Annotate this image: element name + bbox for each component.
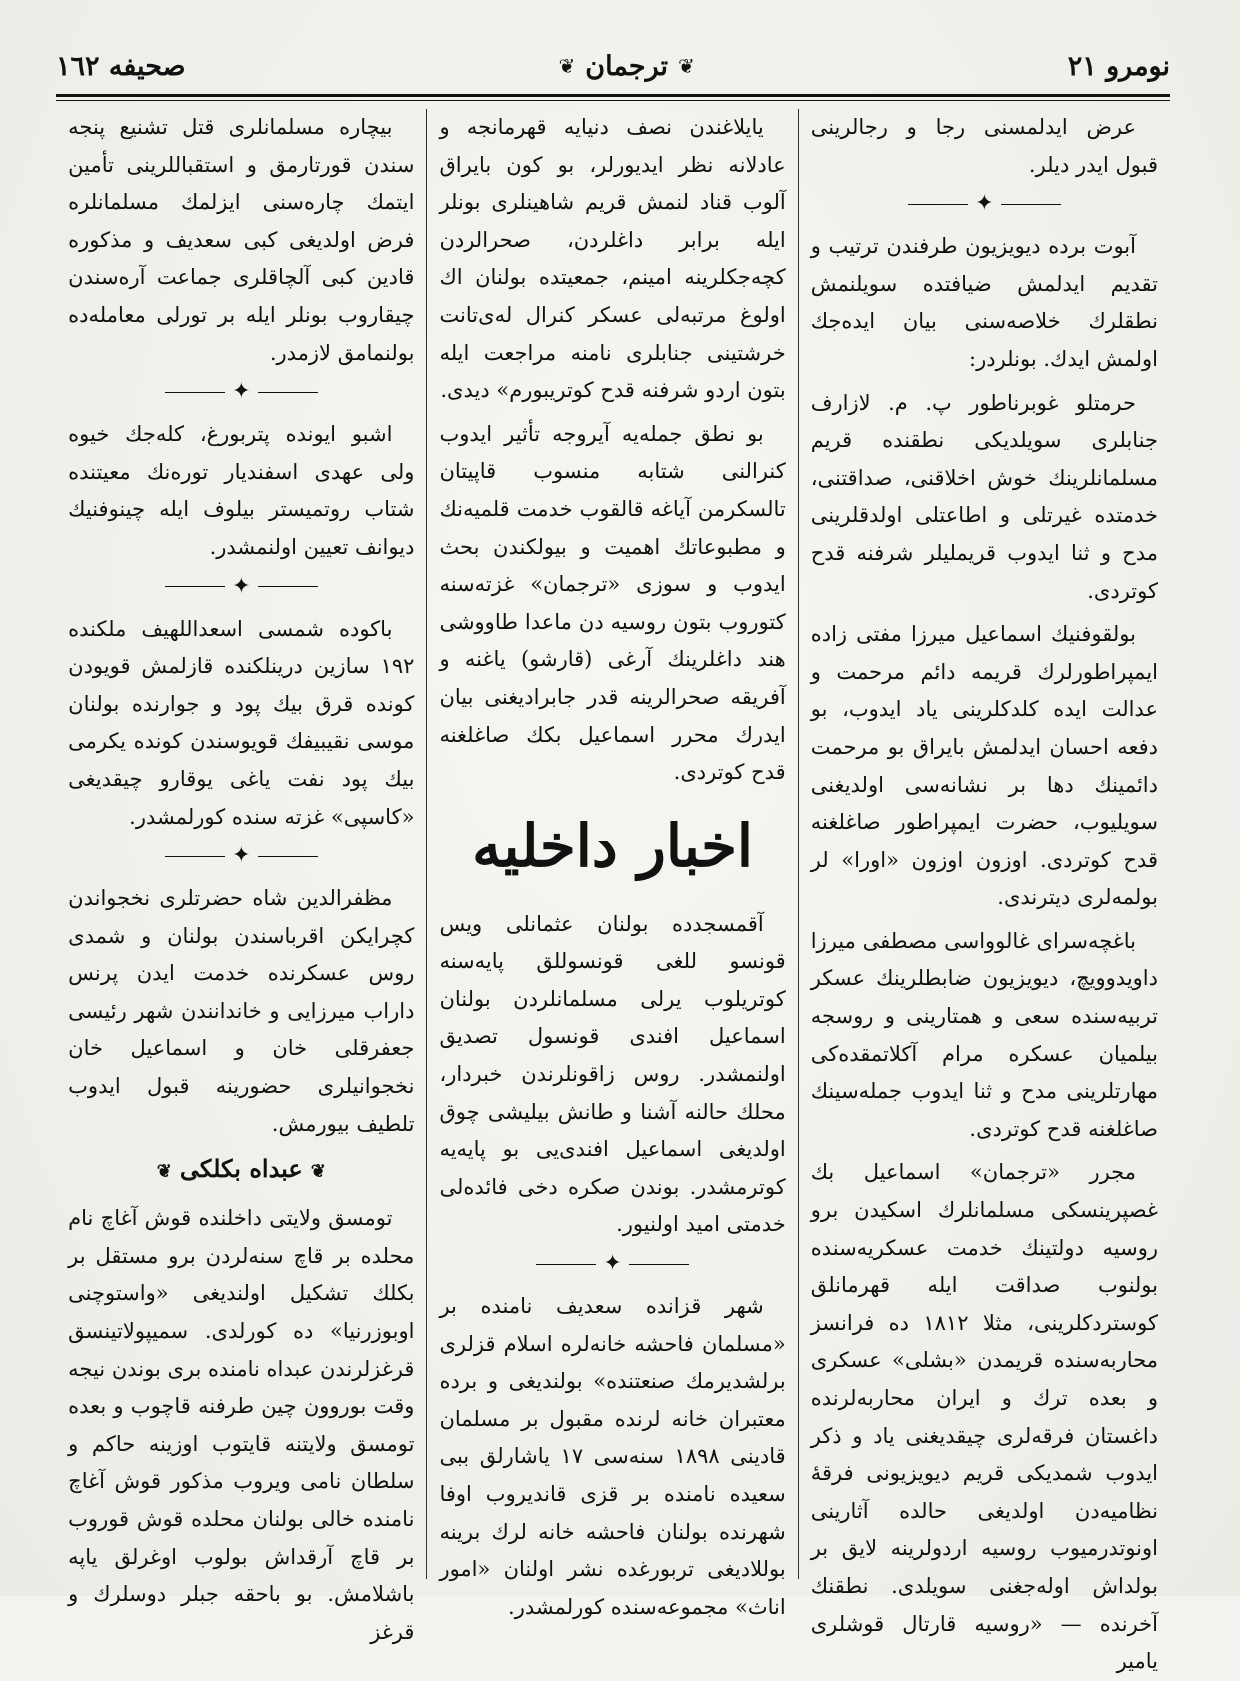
separator: ✦ [68, 573, 414, 601]
column-left [56, 109, 427, 1644]
paragraph: مظفرالدین شاه حضرتلری نخجواندن کچرایکن اقرباسندن بولنان و شمدی روس عسکرنده خدمت ایدن پرنس داراب میرزایی و خاندانندن شهر رئیسی جعفرقلی خان و اسماعیل خان نخجوانیلری حضورینه قبول ایدوب تلطیف بیورمش. [68, 886, 415, 1136]
section-title: اخبار داخلیه [472, 811, 754, 880]
separator: ✦ [68, 842, 414, 870]
paragraph: بولقوفنیك اسماعیل میرزا مفتی زاده ایمپراطورلرك قریمه دائم مرحمت و عدالت ایده کلدکلرینی یاد ایدوب، بو دفعه احسان ایدلمش بایراق بو مرحمت دائمینك دها بر نشانه‌سی اولدیغنی سویلیوب، حضرت ایمپراطور صاغلغنه قدح کوتردی. اوزون اوزون «اورا» لر بولمه‌لری دیترندی. [810, 622, 1158, 910]
column-right [799, 109, 1170, 1674]
separator: ✦ [68, 378, 414, 406]
paragraph: آبوت برده دیویزیون طرفندن ترتیب و تقدیم ایدلمش ضیافتده سویلنمش نطقلرك خلاصه‌سنی بیان ایده‌جك اولمش ایدك. بونلردر: [810, 234, 1158, 371]
page-number: صحیفه ۱٦۲ [56, 50, 186, 82]
masthead [558, 51, 694, 82]
ornament-icon: ❦ [156, 1161, 172, 1183]
subsection-title: ❦عبداه بکلکی❦ [156, 1154, 326, 1184]
column-middle [427, 109, 798, 1619]
columns [56, 109, 1170, 1674]
paragraph: مجرر «ترجمان» اسماعیل بك غصپرینسکی مسلمانلرك اسکیدن برو روسیه دولتینك خدمت عسکریه‌سنده بولنوب صداقت ایله قهرمانلق کوستردکلرینی، مثلا ۱۸۱۲ ده فرانسز محاربه‌سنده قریمدن «بشلی» عسکری و بعده ترك و ایران محاربه‌لرنده داغستان فرقه‌لری چیقدیغنی یاد و ذکر ایدوب شمدیکی قریم دیویزیونی فرقهٔ نظامیه‌دن اولدیغی حالده آثارینی اونوتدرمیوب روسیه اردولرینه لایق بر بولداش اوله‌جغنی سویلدی. نطقنك آخرنده — «روسیه قارتال قوشلری یامیر [810, 1160, 1158, 1674]
separator: ✦ [811, 190, 1158, 218]
paragraph: باکوده شمسی اسعداللهیف ملکنده ۱۹۲ سازین درینلکنده قازلمش قویودن کونده قرق بیك پود و جوارنده بولنان موسی نقیبیفك قویوسندن کونده یکرمی بیك پود نفت یاغی یوقارو چیقدیغی «کاسپی» غزته سنده کورلمشدر. [68, 616, 415, 829]
paragraph: آقمسجدده بولنان عثمانلی ویس قونسو للغی قونسوللق پایه‌سنه کوتریلوب یرلی مسلمانلردن بولنان اسماعیل افندی قونسول تصدیق اولنمشدر. روس زاقونلرندن خبردار، محلك حالنه آشنا و طانش بیلیشی چوق اولدیغی اسماعیل افندی‌یی بو پایه‌یه کوترمشدر. بوندن صکره دخی فائده‌لی خدمتی امید اولنیور. [439, 911, 786, 1237]
header-rule [56, 94, 1170, 101]
separator: ✦ [439, 1250, 785, 1278]
paragraph: عرض ایدلمسنی رجا و رجالرینی قبول ایدر دیلر. [810, 115, 1158, 177]
paragraph: بو نطق جمله‌یه آیروجه تأثیر ایدوب کنرالنی شتابه منسوب قاپیتان تالسکرمن آیاغه قالقوب خدمت قلمیه‌نك و مطبوعاتك اهمیت و بیولکندن بحث ایدوب و سوزی «ترجمان» غزته‌سنه کتوروب بتون روسیه دن ماعدا طاووشی هند داغلرینك آرغی (قارشو) یاغنه و آفریقه صحرالرینه قدر جابرادیغنی بیان ایدرك محرر اسماعیل بکك صاغلغنه قدح کوتردی. [439, 421, 786, 785]
paragraph: بیچاره مسلمانلری قتل تشنیع پنجه سندن قورتارمق و استقباللرینی تأمین ایتمك چاره‌سنی ایزلمك مسلمانلره فرض اولدیغی کبی سعدیف و مذکوره قادین کبی آلچاقلری جماعت آره‌سندن چیقاروب بونلر ایله بر تورلی معامله‌ده بولنمامق لازمدر. [68, 115, 415, 365]
paragraph: اشبو ایونده پتربورغ، کله‌جك خیوه ولی عهدی اسفندیار توره‌نك معیتنده شتاب روتمیستر بیلوف ایله چینوفنیك دیوانف تعیین اولنمشدر. [68, 422, 415, 559]
issue-number: نومرو ۲۱ [1067, 50, 1170, 82]
page-header [56, 44, 1170, 88]
ornament-icon: ❦ [558, 54, 576, 78]
paragraph: شهر قزانده سعدیف نامنده بر «مسلمان فاحشه خانه‌لره اسلام قزلری برلشدیرمك صنعتنده» بولندیغی و برده معتبران خانه لرنده مقبول بر مسلمان قادینی ۱۸۹۸ سنه‌سی ۱۷ یاشارلق ببی سعیده نامنده بر قزی قاندیروب اوفا شهرنده بولنان فاحشه خانه لرك برینه بوللادیغی تربورغده نشر اولنان «امور اناث» مجموعه‌سنده کورلمشدر. [439, 1294, 786, 1619]
paragraph: تومسق ولایتی داخلنده قوش آغاچ نام محلده بر قاچ سنه‌لردن برو مستقل بر بکلك تشکیل اولندیغی «واستوچنی اوبوزرنیا» ده کورلدی. سمیپولاتینسق قرغزلرندن عبداه نامنده بری بوندن نیجه وقت بوروون چین طرفنه قاچوب و بعده تومسق ولایتنه قایتوب اوزینه حاکم و سلطان نامی ویروب مذکور قوش آغاچ نامنده خالی بولنان محلده قوش قوروب بر قاچ آرقداش بولوب اوغرلق یاپه باشلامش. بو باحقه جبلر دوسلرك و قرغز [68, 1206, 415, 1644]
paragraph: حرمتلو غوبرناطور پ. م. لازارف جنابلری سویلدیکی نطقنده قریم مسلمانلرینك خوش اخلاقنی، صداقتنی، خدمتده غیرتلی و اطاعتلی اولدقلرینی مدح و ثنا ایدوب قریملیلر شرفنه قدح کوتردی. [810, 390, 1158, 603]
ornament-icon: ❦ [310, 1161, 326, 1183]
paragraph: باغچه‌سرای غالوواسی مصطفی میرزا داویدوویچ، دیویزیون ضابطلرینك عسکر تربیه‌سنده سعی و همتارینی و روسجه بیلمیان عسکره مرام آکلاتمقده‌کی مهارتلرینی مدح و ثنا ایدوب جمله‌سینك صاغلغنه قدح کوتردی. [810, 928, 1158, 1141]
paragraph: یایلاغندن نصف دنیایه قهرمانجه و عادلانه نظر ایدیورلر، بو کون بایراق آلوب قناد لنمش قریم شاهینلری بونلر ایله برابر داغلردن، صحرالردن کچه‌جکلرینه امینم، جمعیتده بولنان اك اولوغ مرتبه‌لی عسکر کنرال له‌ی‌تانت خرشتینی جنابلری نامنه مراجعت ایله بتون اردو شرفنه قدح کوتریبورم» دیدی. [439, 115, 786, 403]
newspaper-title: ترجمان [585, 50, 669, 82]
ornament-icon: ❦ [678, 54, 695, 78]
